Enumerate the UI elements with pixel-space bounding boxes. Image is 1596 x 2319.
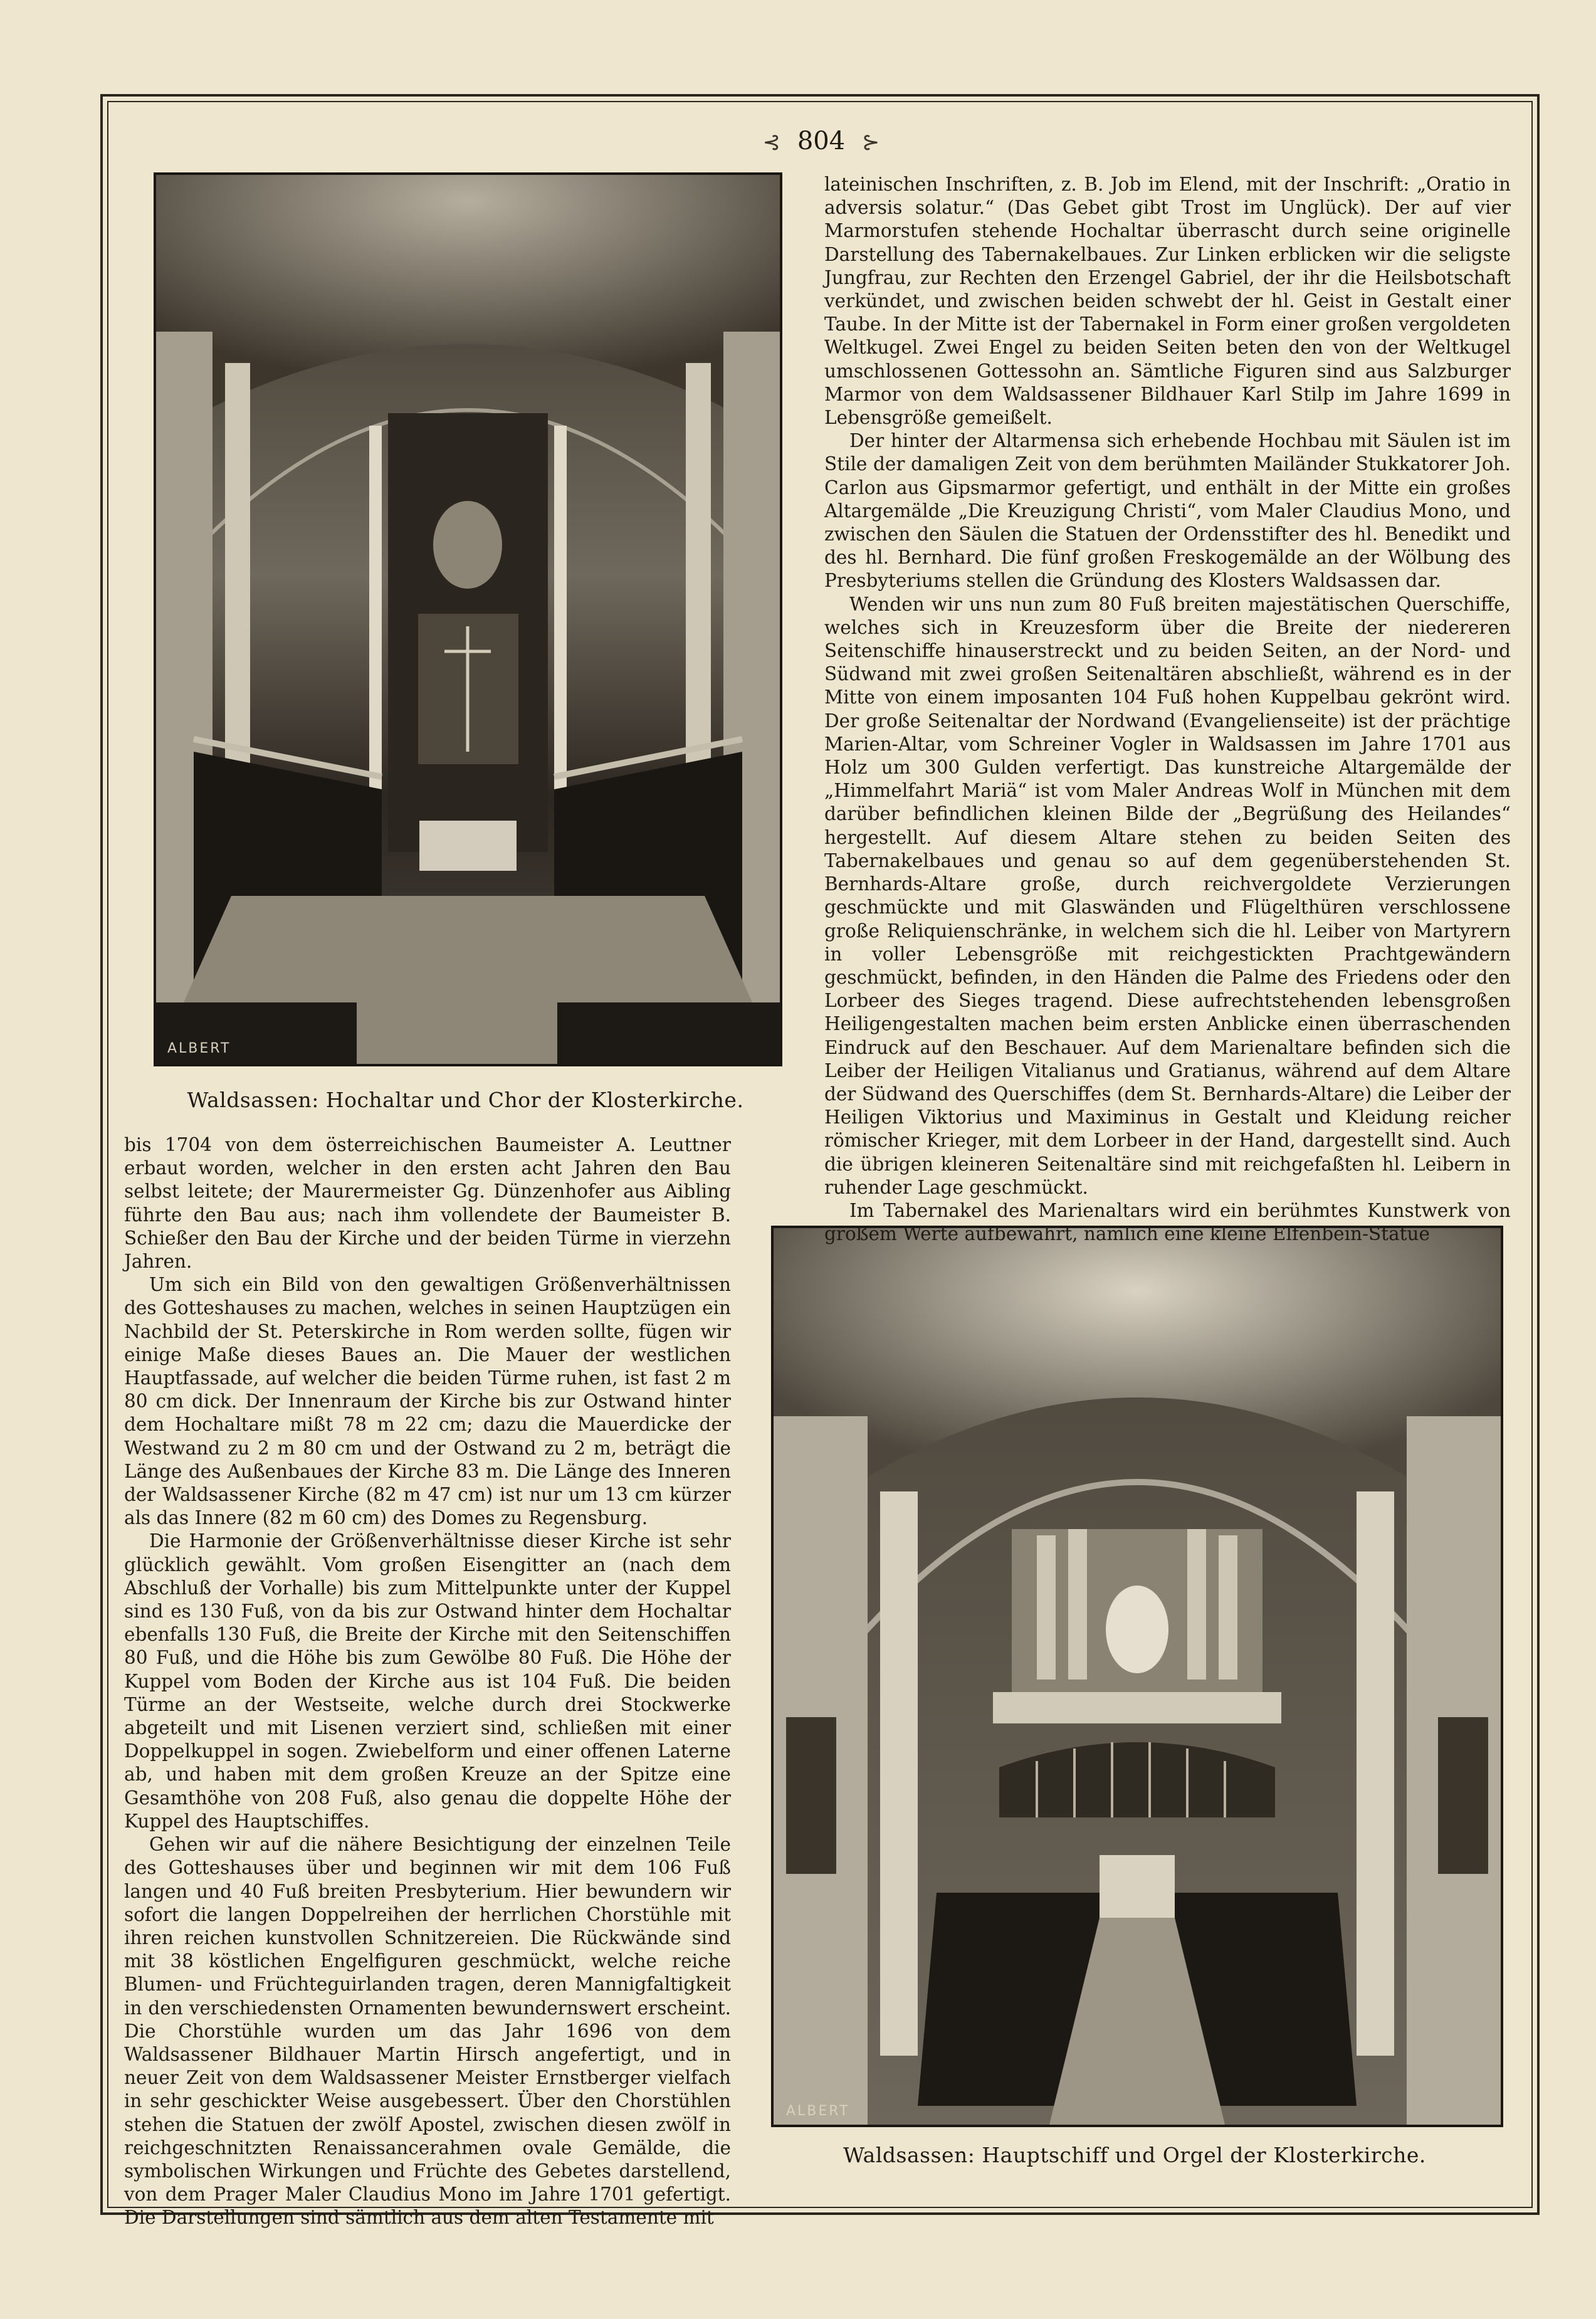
paragraph: Der hinter der Altarmensa sich erhebende Hochbau mit Säulen ist im Stile der damaligen Zeit von dem berühmten Mailänder Stukkatorer Joh. Carlon aus Gipsmarmor gefertigt, und enthält in der Mitte ein großes Altargemälde „Die Kreuzigung Christi“, vom Maler Claudius Mono, und zwischen den Säulen die Statuen der Ordensstifter des hl. Benedikt und des hl. Bernhard. Die fünf großen Freskogemälde an der Wölbung des Presbyteriums stellen die Gründung des Klosters Waldsassen dar.	[824, 430, 1511, 592]
caption-hochaltar: Waldsassen: Hochaltar und Chor der Klosterkirche.	[187, 1088, 744, 1112]
paragraph: Wenden wir uns nun zum 80 Fuß breiten majestätischen Querschiffe, welches sich in Kreuzesform über die Breite der niedereren Seitenschiffe hinauserstreckt und zu beiden Seiten, an der Nord- und Südwand mit zwei großen Seitenaltären abschließt, während es in der Mitte von einem imposanten 104 Fuß hohen Kuppelbau gekrönt wird. Der große Seitenaltar der Nordwand (Evangelienseite) ist der prächtige Marien-Altar, vom Schreiner Vogler in Waldsassen im Jahre 1701 aus Holz um 300 Gulden verfertigt. Das kunstreiche Altargemälde der „Himmelfahrt Mariä“ ist vom Maler Andreas Wolf in München mit dem darüber befindlichen kleinen Bilde der „Begrüßung des Heilandes“ hergestellt. Auf diesem Altare stehen zu beiden Seiten des Tabernakelbaues und genau so auf dem gegenüberstehenden St. Bernhards-Altare große, durch reichvergoldete Verzierungen geschmückte und mit Glaswänden und Flügelthüren verschlossene große Reliquienschränke, in welchem sich die hl. Leiber von Martyrern in voller Lebensgröße mit reichgestickten Prachtgewändern geschmückt, befinden, in den Händen die Palme des Friedens oder den Lorbeer des Sieges tragend. Diese aufrechtstehenden lebensgroßen Heiligengestalten machen beim ersten Anblicke einen überraschenden Eindruck auf den Beschauer. Auf dem Marienaltare befinden sich die Leiber der Heiligen Vitalianus und Gratianus, während auf dem Altare der Südwand des Querschiffes (dem St. Bernhards-Altare) die Leiber der Heiligen Viktorius und Maximinus in Gestalt und Kleidung reicher römischer Krieger, mit dem Lorbeer in der Hand, dargestellt sind. Auch die übrigen kleineren Seitenaltäre sind mit reichgefaßten hl. Leibern in ruhender Lage geschmückt.	[824, 593, 1511, 1198]
caption-hauptschiff: Waldsassen: Hauptschiff und Orgel der Klosterkirche.	[843, 2143, 1426, 2167]
paragraph: Um sich ein Bild von den gewaltigen Größenverhältnissen des Gotteshauses zu machen, welches in seinen Hauptzügen ein Nachbild der St. Peterskirche in Rom werden sollte, fügen wir einige Maße dieses Baues an. Die Mauer der westlichen Hauptfassade, auf welcher die beiden Türme ruhen, ist fast 2 m 80 cm dick. Der Innenraum der Kirche bis zur Ostwand hinter dem Hochaltare mißt 78 m 22 cm; dazu die Mauerdicke der Westwand zu 2 m 80 cm und der Ostwand zu 2 m, beträgt die Länge des Außenbaues der Kirche 83 m. Die Länge des Inneren der Waldsassener Kirche (82 m 47 cm) ist nur um 13 cm kürzer als das Innere (82 m 60 cm) des Domes zu Regensburg.	[124, 1274, 731, 1529]
page-number-value: 804	[797, 127, 846, 155]
paragraph: Gehen wir auf die nähere Besichtigung der einzelnen Teile des Gotteshauses über und beginnen wir mit dem 106 Fuß langen und 40 Fuß breiten Presbyterium. Hier bewundern wir sofort die langen Doppelreihen der herrlichen Chorstühle mit ihren reichen kunstvollen Schnitzereien. Die Rückwände sind mit 38 köstlichen Engelfiguren geschmückt, welche reiche Blumen- und Früchteguirlanden tragen, deren Mannigfaltigkeit in den verschiedensten Ornamenten bewundernswert erscheint. Die Chorstühle wurden um das Jahr 1696 von dem Waldsassener Bildhauer Martin Hirsch angefertigt, und in neuer Zeit von dem Waldsassener Meister Ernstberger vielfach in sehr geschickter Weise ausgebessert. Über den Chorstühlen stehen die Statuen der zwölf Apostel, zwischen diesen zwölf in reichgeschnitzten Renaissancerahmen ovale Gemälde, die symbolischen Wirkungen und Früchte des Gebetes darstellend, von dem Prager Maler Claudius Mono im Jahre 1701 gefertigt. Die Darstellungen sind sämtlich aus dem alten Testamente mit	[124, 1834, 731, 2229]
ornament-right-icon: ⊱	[861, 130, 880, 155]
paragraph: Die Harmonie der Größenverhältnisse dieser Kirche ist sehr glücklich gewählt. Vom großen Eisengitter an (nach dem Abschluß der Vorhalle) bis zum Mittelpunkte unter der Kuppel sind es 130 Fuß, von da bis zur Ostwand hinter dem Hochaltar ebenfalls 130 Fuß, die Breite der Kirche mit den Seitenschiffen 80 Fuß, und die Höhe bis zum Gewölbe 80 Fuß. Die Höhe der Kuppel vom Boden der Kirche aus ist 104 Fuß. Die beiden Türme an der Westseite, welche durch drei Stockwerke abgeteilt und mit Lisenen verziert sind, schließen mit einer Doppelkuppel in sogen. Zwiebelform und einer offenen Laterne ab, und haben mit dem großen Kreuze an der Spitze eine Gesamthöhe von 208 Fuß, also genau die doppelte Höhe der Kuppel des Hauptschiffes.	[124, 1530, 731, 1832]
photo-hauptschiff-image	[774, 1228, 1501, 2125]
text-column-right	[824, 173, 1511, 1246]
paragraph: Im Tabernakel des Marienaltars wird ein berühmtes Kunstwerk von großem Werte aufbewahrt, nämlich eine kleine Elfenbein-Statue	[824, 1199, 1511, 1245]
photo-hauptschiff-signature: ALBERT	[786, 2103, 850, 2119]
paragraph: lateinischen Inschriften, z. B. Job im Elend, mit der Inschrift: „Oratio in adversis solatur.“ (Das Gebet gibt Trost im Unglück). Der auf vier Marmorstufen stehende Hochaltar überrascht durch seine originelle Darstellung des Tabernakelbaues. Zur Linken erblicken wir die seligste Jungfrau, zur Rechten den Erzengel Gabriel, der ihr die Heilsbotschaft verkündet, und zwischen beiden schwebt der hl. Geist in Gestalt einer Taube. In der Mitte ist der Tabernakel in Form einer großen vergoldeten Weltkugel. Zwei Engel zu beiden Seiten beten den von der Weltkugel umschlossenen Gottessohn an. Sämtliche Figuren sind aus Salzburger Marmor von dem Waldsassener Bildhauer Karl Stilp im Jahre 1699 in Lebensgröße gemeißelt.	[824, 174, 1511, 429]
page-number	[690, 122, 953, 160]
paragraph: bis 1704 von dem österreichischen Baumeister A. Leuttner erbaut worden, welcher in den ersten acht Jahren den Bau selbst leitete; der Maurermeister Gg. Dünzenhofer aus Aibling führte den Bau aus; nach ihm vollendete der Baumeister B. Schießer den Bau der Kirche und der beiden Türme in vierzehn Jahren.	[124, 1134, 731, 1273]
photo-hauptschiff	[771, 1226, 1503, 2127]
ornament-left-icon: ⊰	[762, 130, 781, 155]
photo-hochaltar-image	[156, 175, 780, 1064]
photo-hochaltar-signature: ALBERT	[167, 1041, 231, 1056]
photo-hochaltar	[154, 172, 782, 1066]
text-column-left	[124, 1133, 731, 2230]
